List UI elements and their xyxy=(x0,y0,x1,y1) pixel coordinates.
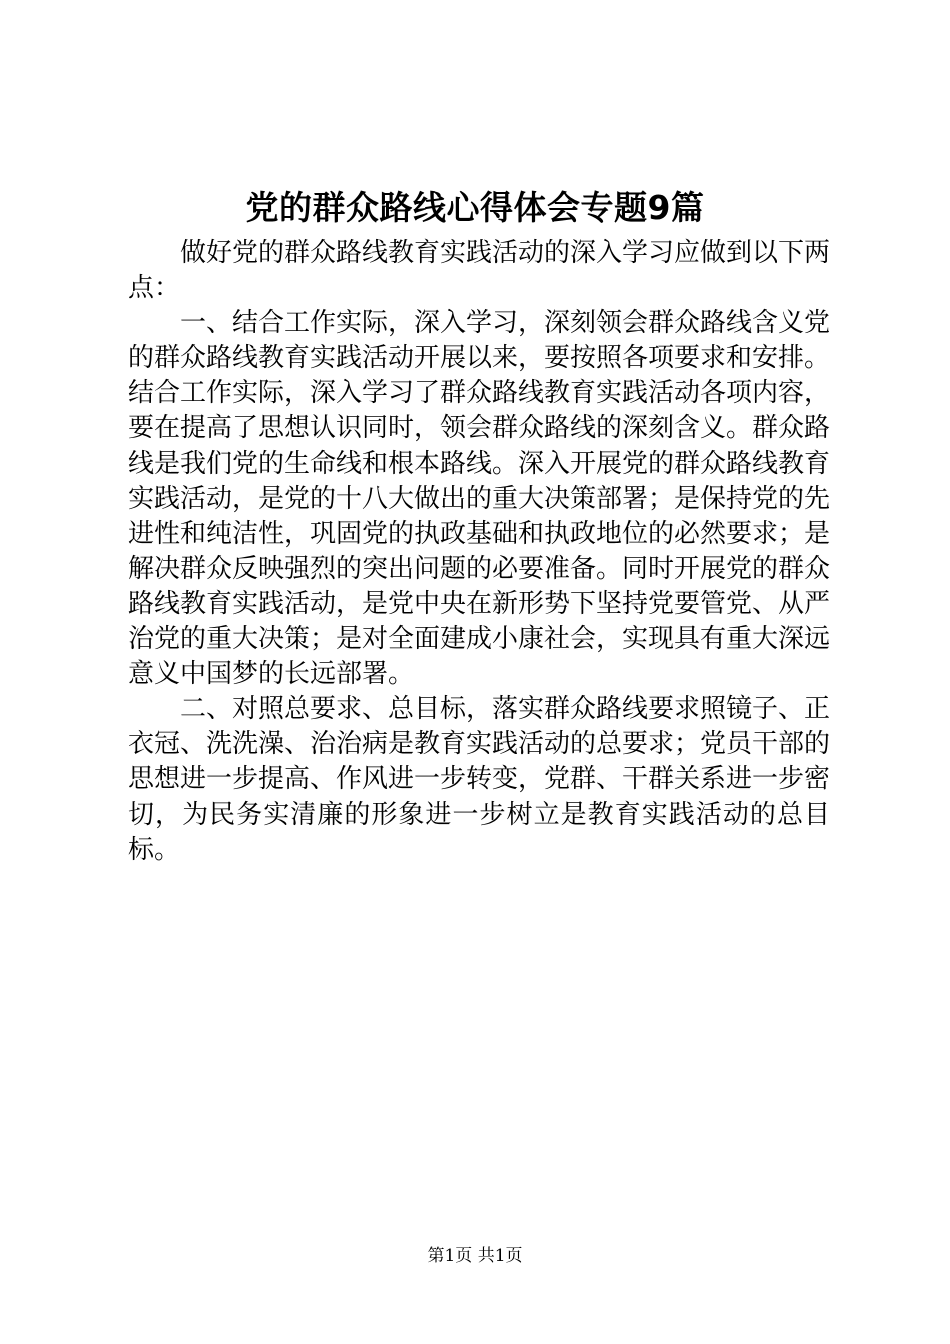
paragraph-point-one: 一、结合工作实际，深入学习，深刻领会群众路线含义党的群众路线教育实践活动开展以来，要按照各项要求和安排。结合工作实际，深入学习了群众路线教育实践活动各项内容，要在提高了思想认识同时，领会群众路线的深刻含义。群众路线是我们党的生命线和根本路线。深入开展党的群众路线教育实践活动，是党的十八大做出的重大决策部署；是保持党的先进性和纯洁性，巩固党的执政基础和执政地位的必然要求；是解决群众反映强烈的突出问题的必要准备。同时开展党的群众路线教育实践活动，是党中央在新形势下坚持党要管党、从严治党的重大决策；是对全面建成小康社会，实现具有重大深远意义中国梦的长远部署。 xyxy=(128,308,831,690)
paragraph-intro: 做好党的群众路线教育实践活动的深入学习应做到以下两点： xyxy=(128,238,831,304)
document-body xyxy=(128,236,830,868)
document-title: 党的群众路线心得体会专题9篇 xyxy=(245,188,705,227)
page-number-footer: 第1页 共1页 xyxy=(427,1246,523,1266)
paragraph-point-two: 二、对照总要求、总目标，落实群众路线要求照镜子、正衣冠、洗洗澡、治治病是教育实践活动的总要求；党员干部的思想进一步提高、作风进一步转变，党群、干群关系进一步密切，为民务实清廉的形象进一步树立是教育实践活动的总目标。 xyxy=(128,694,831,865)
